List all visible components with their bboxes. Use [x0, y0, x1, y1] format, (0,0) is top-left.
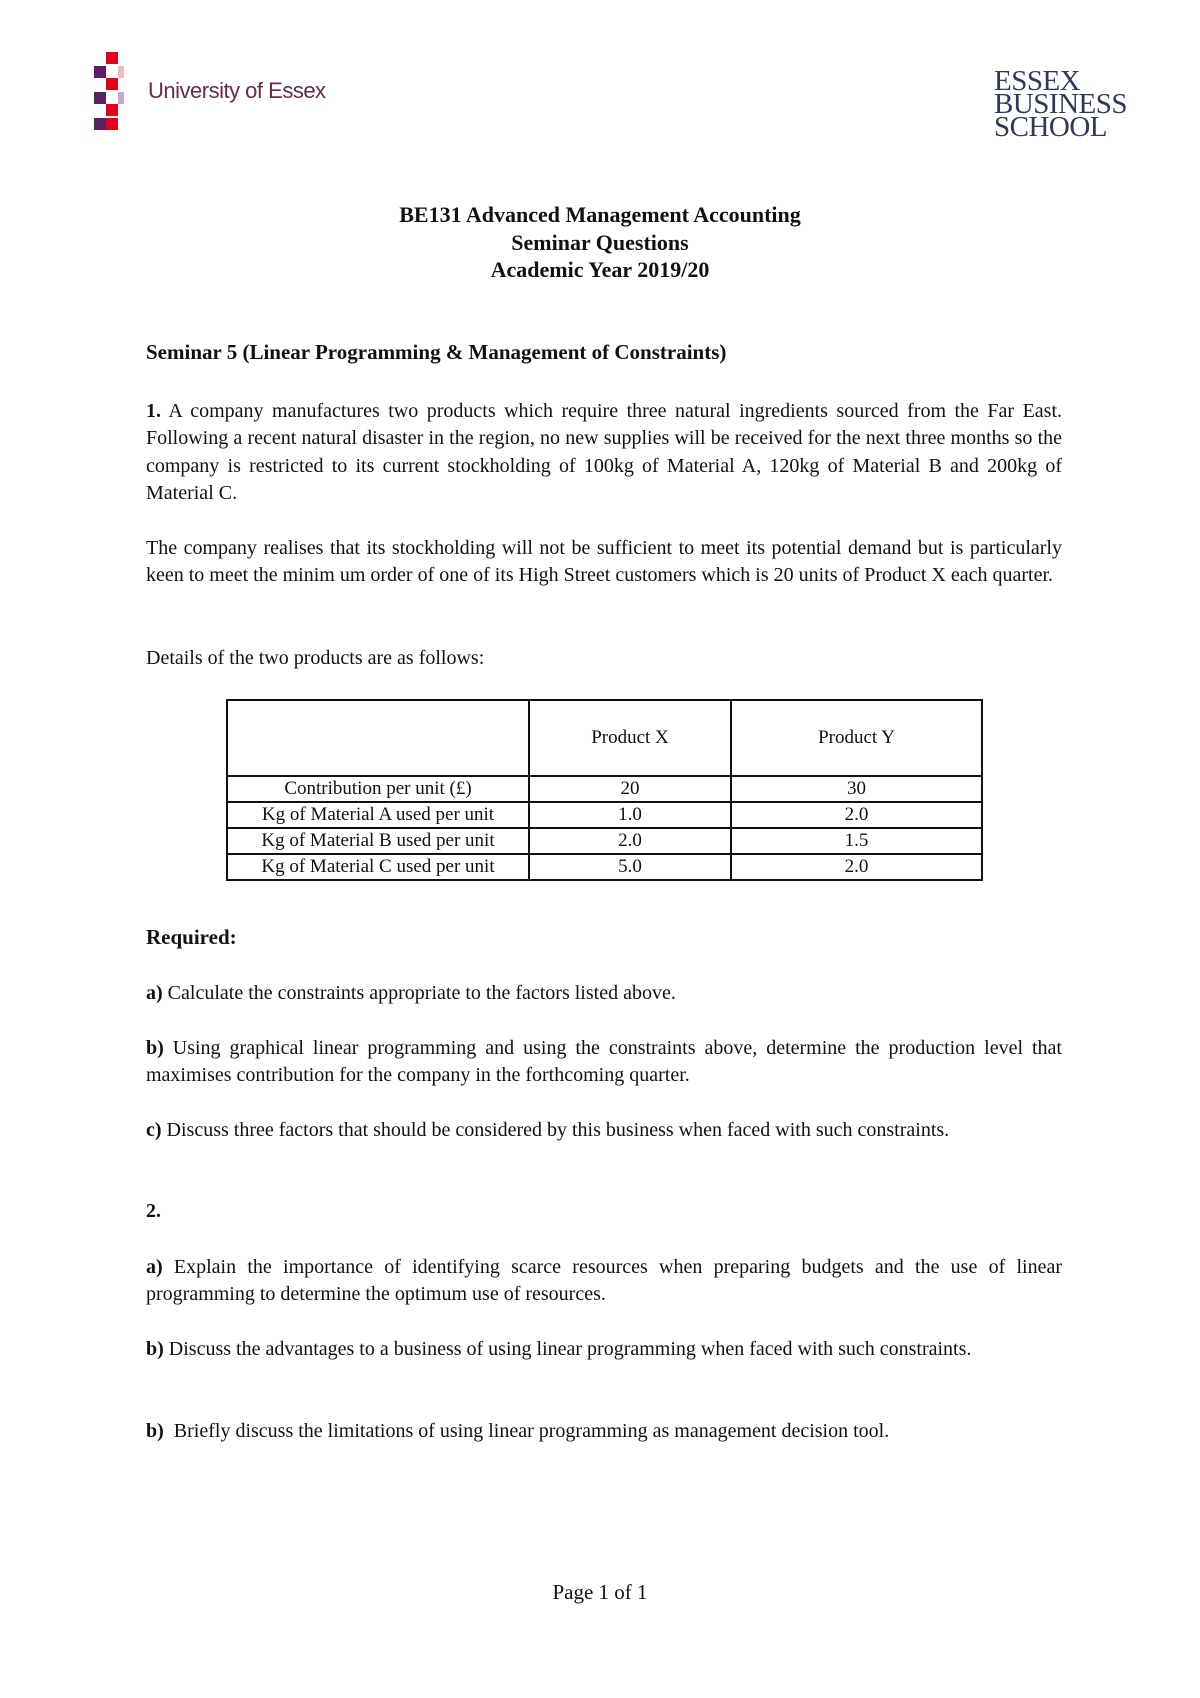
table-cell: Kg of Material A used per unit: [227, 802, 529, 828]
q1-intro-text: A company manufactures two products which require three natural ingredients sourced from the Far East. Following a recent natural disaster in the region, no new supplies will be received for the next three months so the company is restricted to its current stockholding of 100kg of Material A, 120kg of Material B and 200kg of Material C.: [146, 400, 1062, 505]
required-label: Required:: [146, 925, 237, 949]
q2-part-a-text: Explain the importance of identifying scarce resources when preparing budgets and the use of linear programming to determine the optimum use of resources.: [146, 1256, 1062, 1306]
essex-business-school-logo: [994, 65, 1144, 143]
table-row: [227, 828, 982, 854]
table-cell: Contribution per unit (£): [227, 776, 529, 802]
q1-part-b-text: Using graphical linear programming and using the constraints above, determine the production level that maximises contribution for the company in the forthcoming quarter.: [146, 1037, 1062, 1087]
q1-number: 1.: [146, 400, 161, 422]
q2-part-b-label: b): [146, 1338, 164, 1360]
q2-part-b2: [146, 1418, 1062, 1445]
academic-year: Academic Year 2019/20: [490, 257, 710, 282]
q1-part-b-label: b): [146, 1037, 164, 1059]
table-header-row: [227, 700, 982, 776]
university-crest-icon: [92, 52, 132, 134]
q1-part-b: [146, 1035, 1062, 1090]
q1-part-c-text: Discuss three factors that should be considered by this business when faced with such constraints.: [161, 1119, 950, 1141]
q1-part-a-text: Calculate the constraints appropriate to the factors listed above.: [162, 982, 676, 1004]
university-of-essex-logo: [92, 52, 332, 134]
q2-part-a-label: a): [146, 1256, 163, 1278]
table-header-cell: Product X: [529, 700, 731, 776]
ebs-logo-line: BUSINESS: [994, 88, 1127, 120]
table-cell: 5.0: [529, 854, 731, 880]
table-row: [227, 802, 982, 828]
ebs-logo-line: ESSEX: [994, 65, 1081, 97]
q1-part-a-label: a): [146, 982, 163, 1004]
seminar-heading: Seminar 5 (Linear Programming & Management of Constraints): [146, 340, 727, 364]
table-cell: 2.0: [731, 854, 982, 880]
table-cell: 2.0: [731, 802, 982, 828]
q2-number: [146, 1198, 1062, 1225]
table-cell: Kg of Material C used per unit: [227, 854, 529, 880]
q1-paragraph-2: The company realises that its stockholding will not be sufficient to meet its potential demand but is particularly keen to meet the minim um order of one of its High Street customers which is 20 units of Product X each quarter.: [146, 537, 1062, 587]
university-logo-text: University of Essex: [148, 78, 326, 103]
q2-part-b2-text: Briefly discuss the limitations of using linear programming as management decision tool.: [163, 1420, 890, 1442]
q1-part-c: [146, 1117, 1062, 1144]
table-row: [227, 776, 982, 802]
page-number: Page 1 of 1: [552, 1580, 648, 1604]
q1-intro: [146, 398, 1062, 508]
q2-part-b2-label: b): [146, 1420, 164, 1442]
table-row: [227, 854, 982, 880]
q2-part-b: [146, 1336, 1062, 1363]
table-cell: 1.5: [731, 828, 982, 854]
table-cell: Kg of Material B used per unit: [227, 828, 529, 854]
table-header-cell: [227, 700, 529, 776]
q1-table-intro: Details of the two products are as follows:: [146, 647, 485, 669]
document-subtitle: Seminar Questions: [511, 230, 689, 255]
table-cell: 2.0: [529, 828, 731, 854]
table-header-cell: Product Y: [731, 700, 982, 776]
table-cell: 30: [731, 776, 982, 802]
q2-part-a: [146, 1254, 1062, 1309]
course-title: BE131 Advanced Management Accounting: [399, 202, 801, 227]
table-cell: 1.0: [529, 802, 731, 828]
q2-number-text: 2.: [146, 1200, 161, 1222]
q1-part-c-label: c): [146, 1119, 162, 1141]
q1-part-a: [146, 980, 1062, 1007]
product-details-table: [226, 699, 983, 881]
table-cell: 20: [529, 776, 731, 802]
q2-part-b-text: Discuss the advantages to a business of using linear programming when faced with such constraints.: [163, 1338, 972, 1360]
ebs-logo-line: SCHOOL: [994, 111, 1108, 143]
